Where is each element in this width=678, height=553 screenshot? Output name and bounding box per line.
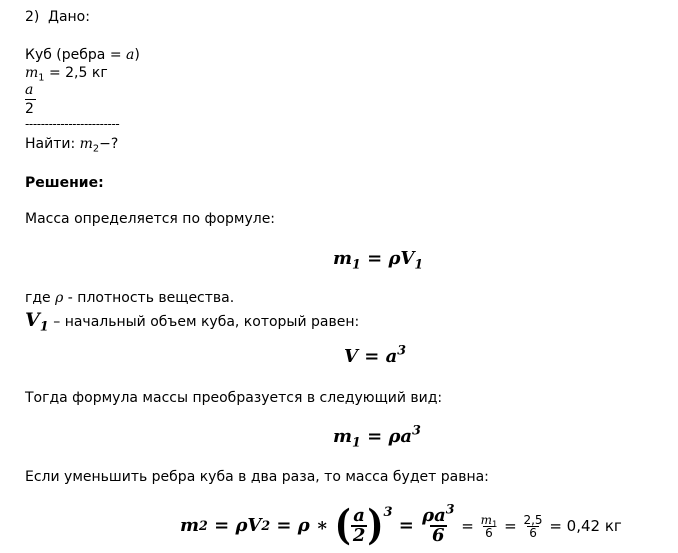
cube-edge-var: a bbox=[126, 47, 135, 63]
m1-value: = 2,5 кг bbox=[44, 65, 108, 81]
m1-subscript: 1 bbox=[38, 72, 45, 84]
separator-line: ------------------------ bbox=[25, 117, 120, 131]
mass-intro-text: Масса определяется по формуле: bbox=[25, 211, 276, 227]
m1-symbol: m bbox=[25, 65, 39, 81]
v1-symbol: V bbox=[25, 309, 40, 331]
cube-line bbox=[25, 48, 140, 62]
volume-definition: $V_1$ – начальный объем куба, который равен: bbox=[25, 309, 360, 335]
cube-line-close: ) bbox=[134, 47, 140, 63]
problem-number: 2) bbox=[25, 9, 40, 25]
solution-heading: Решение: bbox=[25, 175, 104, 191]
find-line bbox=[25, 136, 119, 155]
find-symbol: m bbox=[79, 136, 93, 152]
find-label: Найти: bbox=[25, 136, 80, 152]
rho-symbol: ρ bbox=[55, 290, 64, 306]
formula-mass-density: $m_1 = \rho a^3$ bbox=[333, 422, 421, 450]
half-edge-fraction bbox=[25, 83, 36, 116]
cube-line-text: Куб (ребра = bbox=[25, 47, 127, 63]
half-edge-numerator: a bbox=[25, 82, 34, 98]
then-text: Тогда формула массы преобразуется в следующий вид: bbox=[25, 390, 443, 406]
find-subscript: 2 bbox=[92, 143, 100, 155]
final-result: 0,42 кг bbox=[566, 516, 622, 535]
formula-final-mass: m 2 = ρV 2 = ρ ∗ ( $\frac{a}{2}$ ) 3 = $\frac{\rho a^3}{6}$ = $\frac{m_1}{6}$ = $\frac{2,5}{6}$ = 0,42 кг bbox=[180, 501, 622, 550]
m1-given-line bbox=[25, 65, 108, 84]
formula-volume: $V = a^3$ bbox=[344, 342, 407, 367]
formula-mass-initial: $m_1 = \rho V_1$ bbox=[333, 248, 424, 272]
if-reduce-text: Если уменьшить ребра куба в два раза, то масса будет равна: bbox=[25, 469, 489, 485]
given-label: Дано: bbox=[48, 9, 90, 25]
half-edge-denominator: 2 bbox=[25, 101, 34, 117]
density-definition: где ρ - плотность вещества. bbox=[25, 290, 235, 306]
find-rest: −? bbox=[99, 136, 119, 152]
